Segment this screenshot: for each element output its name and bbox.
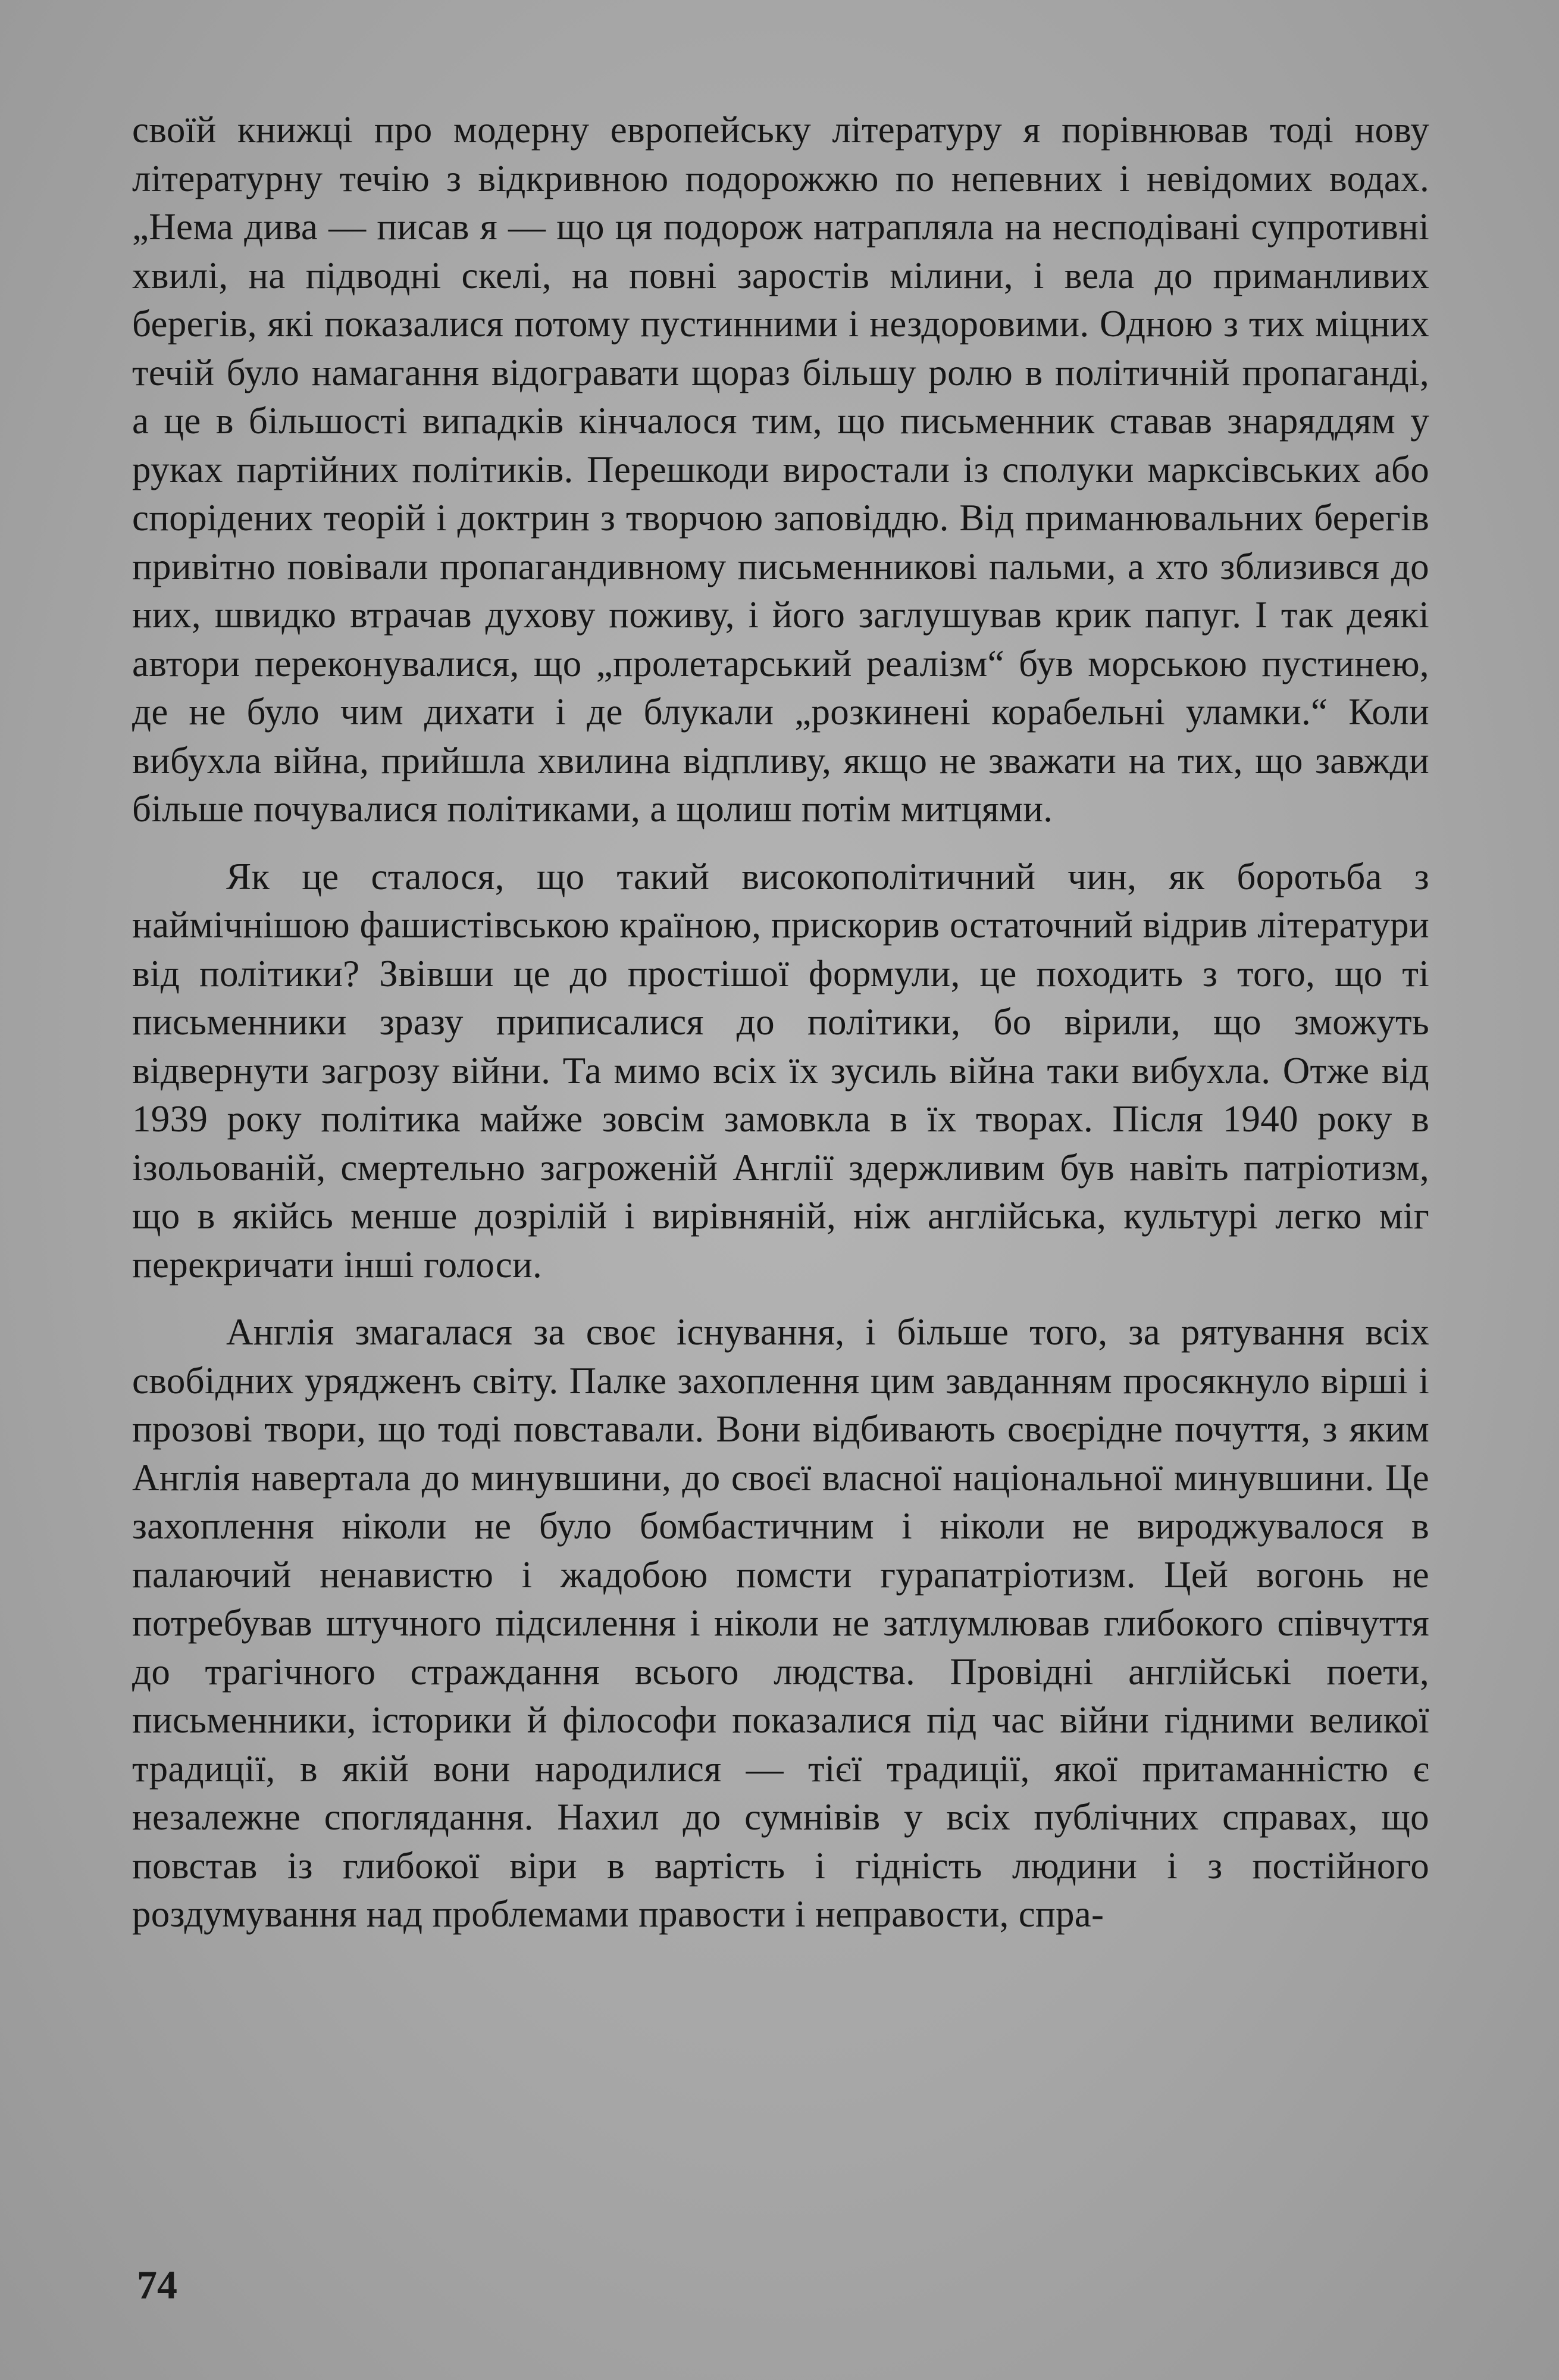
- page-number: 74: [137, 2262, 177, 2307]
- paragraph-1: своїй книжці про модерну европейську літературу я порівнював тоді нову літературну течію з відкривною подорожжю по непевних і невідомих водах. „Нема дива — писав я — що ця подорож натрапляла на несподівані супротивні хвилі, на підводні скелі, на повні заростів мілини, і вела до приманливих берегів, які показалися потому пустинними і нездоровими. Одною з тих міцних течій було намагання відогравати щораз більшу ролю в політичній пропаганді, а це в більшості випадків кінчалося тим, що письменник ставав знаряддям у руках партійних політиків. Перешкоди виростали із сполуки марксівських або спорідених теорій і доктрин з творчою заповіддю. Від приманювальних берегів привітно повівали пропагандивному письменникові пальми, а хто зблизився до них, швидко втрачав духову поживу, і його заглушував крик папуг. І так деякі автори переконувалися, що „пролетарський реалізм“ був морською пустинею, де не було чим дихати і де блукали „розкинені корабельні уламки.“ Коли вибухла війна, прийшла хвилина відпливу, якщо не зважати на тих, що завжди більше почувалися політиками, а щолиш потім митцями.: [132, 109, 1429, 830]
- paragraph-3: Англія змагалася за своє існування, і більше того, за рятування всіх свобідних урядженъ світу. Палке захоплення цим завданням просякнуло вірші і прозові твори, що тоді повставали. Вони відбивають своєрідне почуття, з яким Англія навертала до минувшини, до своєї власної національної минувшини. Це захоплення ніколи не було бомбастичним і ніколи не вироджувалося в палаючий ненавистю і жадобою помсти гурапатріотизм. Цей вогонь не потребував штучного підсилення і ніколи не затлумлював глибокого співчуття до трагічного страждання всього людства. Провідні англійські поети, письменники, історики й філософи показалися під час війни гідними великої традиції, в якій вони народилися — тієї традиції, якої притаманністю є незалежне споглядання. Нахил до сумнівів у всіх публічних справах, що повстав із глибокої віри в вартість і гідність людини і з постійного роздумування над проблемами правости і неправости, спра-: [132, 1311, 1429, 1935]
- paragraph-2: Як це сталося, що такий високополітичний чин, як боротьба з наймічнішою фашистівською країною, прискорив остаточний відрив літератури від політики? Звівши це до простішої формули, це походить з того, що ті письменники зразу приписалися до політики, бо вірили, що зможуть відвернути загрозу війни. Та мимо всіх їх зусиль війна таки вибухла. Отже від 1939 року політика майже зовсім замовкла в їх творах. Після 1940 року в ізольованій, смертельно загроженій Англії здержливим був навіть патріотизм, що в якійсь менше дозрілій і вирівняній, ніж англійська, культурі легко міг перекричати інші голоси.: [132, 855, 1429, 1286]
- body-text: [132, 106, 1429, 1939]
